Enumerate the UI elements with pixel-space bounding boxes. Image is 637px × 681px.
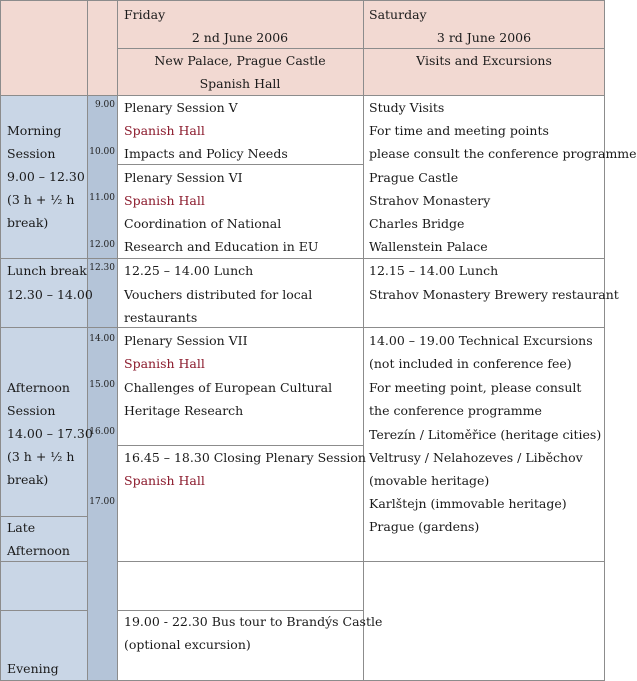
lunch-bottom (0, 327, 605, 328)
border-top (0, 0, 605, 1)
friday-plenary-6-topic: Coordination of National (124, 216, 282, 231)
lunch-label: 12.30 – 14.00 (7, 287, 93, 302)
friday-plenary-7-hall: Spanish Hall (124, 356, 205, 371)
time-marker: 12.30 (89, 263, 115, 273)
late-afternoon-label: Late (7, 520, 36, 535)
saturday-morning-line: Charles Bridge (369, 216, 465, 231)
evening-top (0, 610, 88, 611)
friday-plenary-5-topic: Impacts and Policy Needs (124, 146, 288, 161)
evening-label: Evening (7, 661, 59, 676)
time-marker: 10.00 (89, 147, 115, 157)
friday-evening-note: (optional excursion) (124, 637, 251, 652)
saturday-afternoon-line: Prague (gardens) (369, 519, 480, 534)
saturday-afternoon-bottom (363, 561, 605, 562)
time-marker: 9.00 (94, 100, 115, 110)
border-right (604, 0, 605, 681)
time-marker: 15.00 (89, 380, 115, 390)
morning-label: (3 h + ½ h (7, 192, 75, 207)
header-friday-day: Friday (124, 7, 166, 22)
afternoon-label: (3 h + ½ h (7, 449, 75, 464)
friday-plenary-6-title: Plenary Session VI (124, 170, 243, 185)
saturday-lunch-venue: Strahov Monastery Brewery restaurant (369, 287, 619, 302)
saturday-morning-line: Wallenstein Palace (369, 239, 488, 254)
saturday-afternoon-line: (not included in conference fee) (369, 356, 572, 371)
friday-lunch-time: 12.25 – 14.00 Lunch (124, 263, 254, 278)
saturday-afternoon-line: Karlštejn (immovable heritage) (369, 496, 567, 511)
friday-plenary-7-topic: Heritage Research (124, 403, 244, 418)
header-bottom (0, 95, 605, 96)
lunch-top (0, 258, 605, 259)
divider-time-friday (117, 0, 118, 681)
divider-friday-saturday (363, 0, 364, 681)
friday-closing-session: 16.45 – 18.30 Closing Plenary Session (124, 450, 366, 465)
saturday-morning-line: Prague Castle (369, 170, 459, 185)
friday-evening-tour: 19.00 - 22.30 Bus tour to Brandýs Castle (124, 614, 383, 629)
header-friday-hall: Spanish Hall (199, 76, 281, 91)
saturday-afternoon-line: For meeting point, please consult (369, 380, 582, 395)
late-afternoon-label: Afternoon (7, 543, 70, 558)
header-saturday-date: 3 rd June 2006 (436, 30, 532, 45)
saturday-morning-line: Study Visits (369, 100, 445, 115)
friday-plenary-6-topic: Research and Education in EU (124, 239, 319, 254)
friday-lunch-note: restaurants (124, 310, 198, 325)
saturday-lunch-time: 12.15 – 14.00 Lunch (369, 263, 499, 278)
friday-closing-hall: Spanish Hall (124, 473, 205, 488)
header-saturday-day: Saturday (369, 7, 427, 22)
morning-label: Session (7, 146, 56, 161)
afternoon-label: break) (7, 472, 49, 487)
saturday-afternoon-line: the conference programme (369, 403, 542, 418)
header-friday-venue: New Palace, Prague Castle (154, 53, 326, 68)
friday-lunch-note: Vouchers distributed for local (124, 287, 313, 302)
friday-closing-bottom (117, 561, 363, 562)
saturday-afternoon-line: Veltrusy / Nelahozeves / Liběchov (369, 450, 583, 465)
border-left (0, 0, 1, 681)
saturday-afternoon-line: 14.00 – 19.00 Technical Excursions (369, 333, 593, 348)
saturday-morning-line: Strahov Monastery (369, 193, 491, 208)
friday-plenary-6-hall: Spanish Hall (124, 193, 205, 208)
lunch-label: Lunch break (7, 263, 87, 278)
time-marker: 17.00 (89, 497, 115, 507)
afternoon-label: Session (7, 403, 56, 418)
morning-label: 9.00 – 12.30 (7, 169, 85, 184)
time-marker: 14.00 (89, 334, 115, 344)
saturday-afternoon-line: (movable heritage) (369, 473, 490, 488)
saturday-afternoon-line: Terezín / Litoměřice (heritage cities) (369, 427, 602, 442)
header-friday-date: 2 nd June 2006 (191, 30, 289, 45)
friday-plenary-5-title: Plenary Session V (124, 100, 238, 115)
header-saturday-venue: Visits and Excursions (416, 53, 552, 68)
afternoon-label: 14.00 – 17.30 (7, 426, 93, 441)
morning-label: break) (7, 215, 49, 230)
time-marker: 16.00 (89, 427, 115, 437)
friday-plenary-5-hall: Spanish Hall (124, 123, 205, 138)
afternoon-label: Afternoon (7, 380, 70, 395)
friday-plenary-7-title: Plenary Session VII (124, 333, 248, 348)
friday-plenary-7-topic: Challenges of European Cultural (124, 380, 333, 395)
saturday-morning-line: For time and meeting points (369, 123, 549, 138)
time-marker: 12.00 (89, 240, 115, 250)
time-marker: 11.00 (89, 193, 115, 203)
saturday-morning-line: please consult the conference programme (369, 146, 637, 161)
morning-label: Morning (7, 123, 62, 138)
